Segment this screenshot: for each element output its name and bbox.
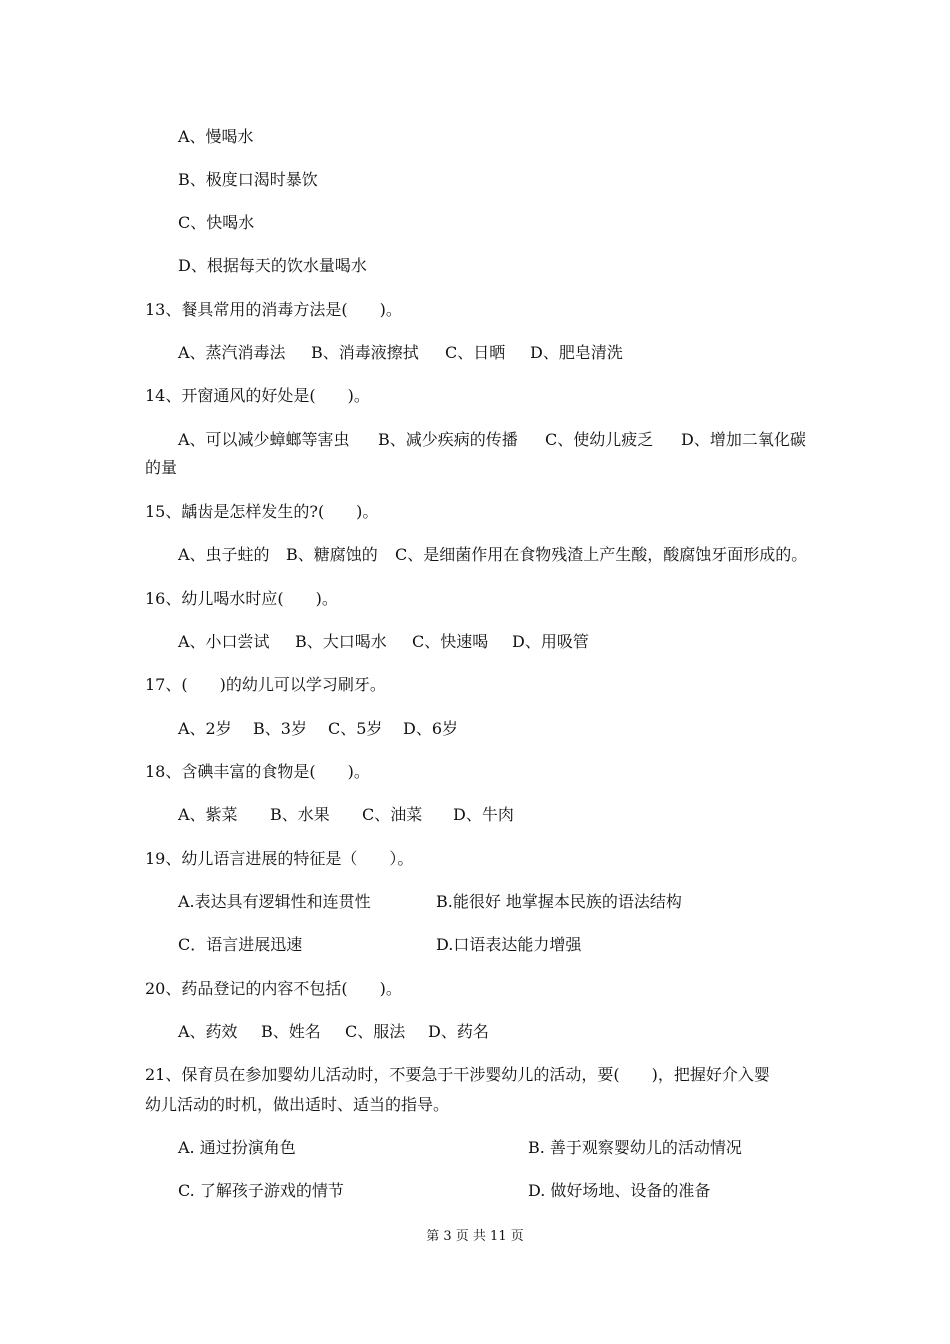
q15-option-c: C、是细菌作用在食物残渣上产生酸，酸腐蚀牙面形成的。	[395, 545, 808, 564]
q14-option-c: C、使幼儿疲乏	[545, 430, 654, 449]
q13-option-c: C、日晒	[445, 343, 506, 362]
q18-option-d: D、牛肉	[453, 805, 514, 824]
q17-option-c: C、5岁	[328, 719, 383, 738]
q18-option-b: B、水果	[270, 805, 330, 824]
page-footer: 第 3 页 共 11 页	[426, 1229, 524, 1244]
q16-option-b: B、大口喝水	[295, 632, 387, 651]
q16-option-c: C、快速喝	[412, 632, 489, 651]
q18-option-c: C、油菜	[362, 805, 423, 824]
q15-option-b: B、糖腐蚀的	[286, 545, 378, 564]
q14-stem: 14、开窗通风的好处是( )。	[145, 386, 370, 405]
q17-option-a: A、2岁	[178, 719, 232, 738]
q21-option-d: D. 做好场地、设备的准备	[528, 1181, 711, 1200]
q14-option-d: D、增加二氧化碳	[681, 430, 806, 449]
q15-stem: 15、龋齿是怎样发生的?( )。	[145, 502, 379, 521]
q12-option-c: C、快喝水	[178, 213, 255, 232]
q19-option-c: C．语言进展迅速	[178, 935, 303, 954]
q20-option-b: B、姓名	[261, 1022, 321, 1041]
q15-option-a: A、虫子蛀的	[178, 545, 270, 564]
q13-option-d: D、肥皂清洗	[530, 343, 623, 362]
q13-option-a: A、蒸汽消毒法	[178, 343, 286, 362]
q19-option-a: A.表达具有逻辑性和连贯性	[178, 892, 371, 911]
q21-option-b: B. 善于观察婴幼儿的活动情况	[528, 1138, 742, 1157]
q14-option-continued: 的量	[145, 458, 178, 477]
q13-option-b: B、消毒液擦拭	[311, 343, 419, 362]
q16-stem: 16、幼儿喝水时应( )。	[145, 589, 338, 608]
q18-option-a: A、紫菜	[178, 805, 238, 824]
q21-option-c: C. 了解孩子游戏的情节	[178, 1181, 344, 1200]
q13-stem: 13、餐具常用的消毒方法是( )。	[145, 300, 402, 319]
q21-option-a: A. 通过扮演角色	[178, 1138, 296, 1157]
q12-option-a: A、慢喝水	[178, 127, 254, 146]
q21-stem-line1: 21、保育员在参加婴幼儿活动时，不要急于干涉婴幼儿的活动，要( )，把握好介入婴	[145, 1065, 770, 1084]
q19-option-b: B.能很好 地掌握本民族的语法结构	[436, 892, 682, 911]
q21-stem-line2: 幼儿活动的时机，做出适时、适当的指导。	[145, 1095, 450, 1114]
q14-option-a: A、可以减少蟑螂等害虫	[178, 430, 350, 449]
q16-option-a: A、小口尝试	[178, 632, 270, 651]
q17-option-d: D、6岁	[403, 719, 459, 738]
q16-option-d: D、用吸管	[512, 632, 589, 651]
q12-option-d: D、根据每天的饮水量喝水	[178, 256, 367, 275]
q20-option-a: A、药效	[178, 1022, 238, 1041]
q19-option-d: D.口语表达能力增强	[436, 935, 582, 954]
q20-option-c: C、服法	[345, 1022, 406, 1041]
q20-option-d: D、药名	[428, 1022, 489, 1041]
q17-stem: 17、( )的幼儿可以学习刷牙。	[145, 675, 386, 694]
q12-option-b: B、极度口渴时暴饮	[178, 170, 318, 189]
q20-stem: 20、药品登记的内容不包括( )。	[145, 979, 402, 998]
q14-option-b: B、减少疾病的传播	[378, 430, 518, 449]
q18-stem: 18、含碘丰富的食物是( )。	[145, 762, 370, 781]
q17-option-b: B、3岁	[253, 719, 307, 738]
q19-stem: 19、幼儿语言进展的特征是（ ）。	[145, 849, 414, 868]
